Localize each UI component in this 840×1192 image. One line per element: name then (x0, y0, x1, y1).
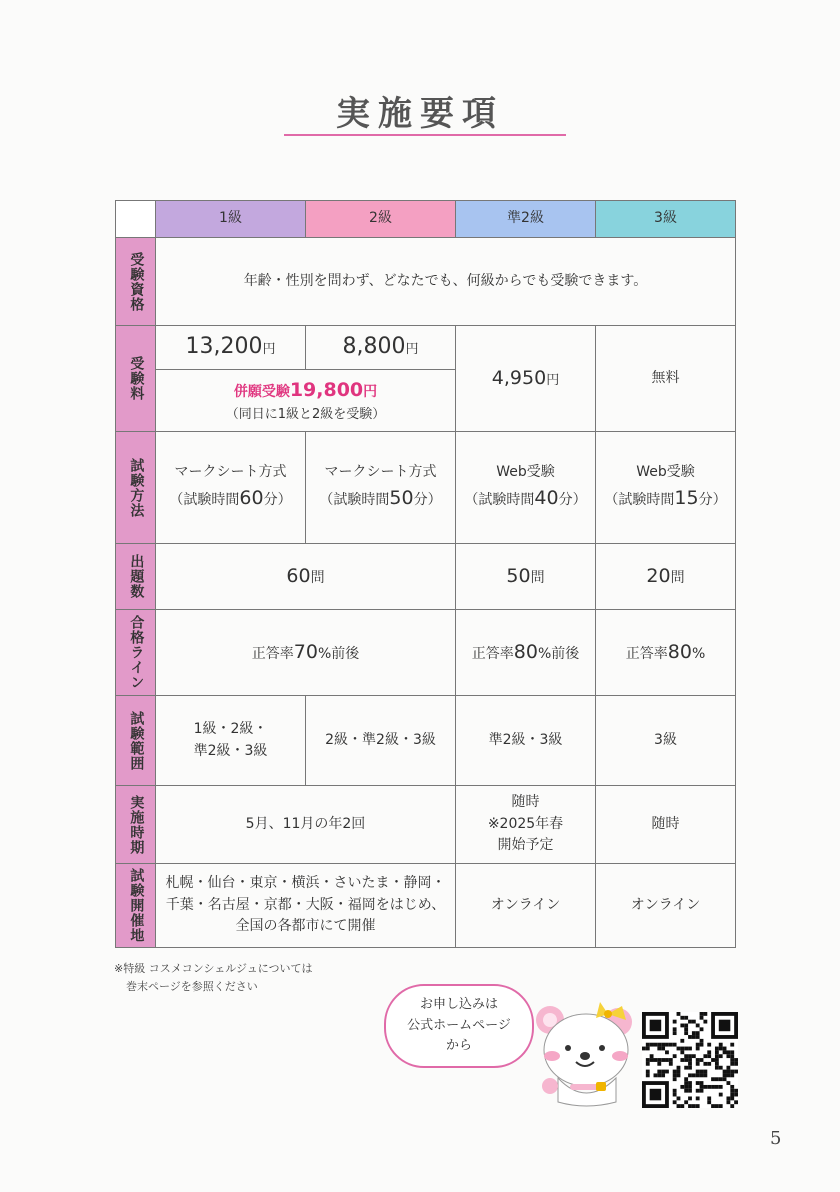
fee-combined-unit: 円 (363, 383, 378, 400)
method-grade-2-time-post: 分） (413, 491, 442, 508)
fee-grade-1-amount: 13,200 (185, 334, 263, 360)
fee-combined-amount: 19,800 (289, 378, 364, 401)
fee-grade-2-unit: 円 (405, 342, 419, 358)
venue-line1: 札幌・仙台・東京・横浜・さいたま・静岡・ (165, 874, 446, 891)
schedule-grade-12: 5月、11月の年2回 (156, 786, 456, 864)
row-eligibility (116, 238, 736, 326)
fee-grade-2-amount: 8,800 (342, 334, 406, 360)
application-speech-bubble (384, 984, 534, 1068)
row-schedule (116, 786, 736, 864)
scope-grade-pre2: 準2級・3級 (456, 696, 596, 786)
questions-grade-12-unit: 問 (310, 569, 325, 586)
fee-grade-1-unit: 円 (262, 342, 276, 358)
method-grade-2 (306, 432, 456, 544)
eligibility-text: 年齢・性別を問わず、どなたでも、何級からでも受験できます。 (156, 238, 736, 326)
pass-pre2-pre: 正答率 (471, 645, 514, 662)
venue-line2: 千葉・名古屋・京都・大阪・福岡をはじめ、 (165, 896, 446, 913)
scope-grade-1-line1: 1級・2級・ (193, 720, 268, 737)
pass-grade-12 (156, 610, 456, 696)
pass-grade-12-num: 70 (293, 640, 318, 663)
fee-grade-3: 無料 (596, 326, 736, 432)
venue-grade-3: オンライン (596, 864, 736, 948)
pass-grade-3-post: % (691, 645, 706, 662)
page-number: 5 (770, 1128, 782, 1149)
qr-code-icon (642, 1012, 738, 1108)
row-label-questions: 出題数 (116, 544, 156, 610)
pass-grade-3-pre: 正答率 (625, 645, 668, 662)
method-grade-1-type: マークシート方式 (174, 463, 287, 480)
row-questions (116, 544, 736, 610)
pass-grade-12-pre: 正答率 (251, 645, 294, 662)
method-grade-3-time-pre: （試験時間 (604, 491, 675, 508)
method-grade-3 (596, 432, 736, 544)
row-label-method: 試験方法 (116, 432, 156, 544)
questions-grade-12 (156, 544, 456, 610)
row-pass-line (116, 610, 736, 696)
header-row (116, 201, 736, 238)
questions-grade-3-unit: 問 (670, 569, 685, 586)
questions-pre2-unit: 問 (530, 569, 545, 586)
method-pre2-time-pre: （試験時間 (464, 491, 535, 508)
title-underline (284, 134, 566, 136)
scope-grade-1-line2: 準2級・3級 (193, 742, 268, 759)
pass-grade-pre2 (456, 610, 596, 696)
method-grade-3-type: Web受験 (636, 463, 695, 480)
venue-grade-12 (156, 864, 456, 948)
method-pre2-time: 40 (534, 486, 559, 509)
bubble-line3: から (445, 1038, 472, 1054)
header-grade-pre2: 準2級 (456, 201, 596, 238)
fee-pre2-amount: 4,950 (491, 366, 547, 389)
questions-grade-pre2 (456, 544, 596, 610)
schedule-grade-pre2 (456, 786, 596, 864)
questions-pre2-num: 50 (506, 564, 531, 587)
method-grade-3-time: 15 (674, 486, 699, 509)
schedule-pre2-line3: 開始予定 (497, 837, 554, 854)
bubble-line1: お申し込みは (419, 996, 498, 1012)
footnote (114, 960, 313, 995)
header-grade-1: 1級 (156, 201, 306, 238)
fee-grade-pre2 (456, 326, 596, 432)
questions-grade-3-num: 20 (646, 564, 671, 587)
bubble-line2: 公式ホームページ (407, 1017, 511, 1033)
scope-grade-1 (156, 696, 306, 786)
mascot-character-icon (530, 998, 642, 1110)
method-grade-1-time-pre: （試験時間 (169, 491, 240, 508)
row-venue (116, 864, 736, 948)
row-label-fee: 受験料 (116, 326, 156, 432)
page-title: 実施要項 (336, 94, 504, 134)
pass-pre2-post: %前後 (537, 645, 580, 662)
row-method (116, 432, 736, 544)
row-label-eligibility: 受験資格 (116, 238, 156, 326)
header-grade-3: 3級 (596, 201, 736, 238)
header-grade-2: 2級 (306, 201, 456, 238)
row-label-pass-line: 合格ライン (116, 610, 156, 696)
method-grade-2-time: 50 (389, 486, 414, 509)
fee-combined (156, 370, 456, 432)
fee-pre2-unit: 円 (546, 372, 560, 388)
venue-grade-pre2: オンライン (456, 864, 596, 948)
row-fee-1 (116, 326, 736, 370)
method-grade-1 (156, 432, 306, 544)
pass-grade-3-num: 80 (667, 640, 692, 663)
fee-combined-prefix: 併願受験 (233, 383, 290, 400)
fee-grade-1 (156, 326, 306, 370)
questions-grade-3 (596, 544, 736, 610)
schedule-pre2-line1: 随時 (511, 793, 540, 810)
method-grade-2-time-pre: （試験時間 (319, 491, 390, 508)
footnote-line1: ※特級 コスメコンシェルジュについては (114, 962, 313, 975)
method-grade-pre2 (456, 432, 596, 544)
fee-combined-note: （同日に1級と2級を受験） (225, 407, 386, 423)
scope-grade-3: 3級 (596, 696, 736, 786)
method-grade-1-time: 60 (239, 486, 264, 509)
method-grade-2-type: マークシート方式 (324, 463, 437, 480)
questions-grade-12-num: 60 (286, 564, 311, 587)
pass-grade-3 (596, 610, 736, 696)
exam-spec-table (115, 200, 736, 948)
venue-line3: 全国の各都市にて開催 (235, 918, 376, 935)
pass-grade-12-post: %前後 (317, 645, 360, 662)
row-scope (116, 696, 736, 786)
row-label-scope: 試験範囲 (116, 696, 156, 786)
schedule-pre2-line2: ※2025年春 (487, 815, 564, 832)
pass-pre2-num: 80 (513, 640, 538, 663)
footnote-line2: 巻末ページを参照ください (126, 979, 258, 993)
schedule-grade-3: 随時 (596, 786, 736, 864)
method-grade-3-time-post: 分） (698, 491, 727, 508)
row-label-venue: 試験開催地 (116, 864, 156, 948)
method-pre2-time-post: 分） (558, 491, 587, 508)
method-grade-1-time-post: 分） (263, 491, 292, 508)
method-pre2-type: Web受験 (496, 463, 555, 480)
row-label-schedule: 実施時期 (116, 786, 156, 864)
header-corner (116, 201, 156, 238)
scope-grade-2: 2級・準2級・3級 (306, 696, 456, 786)
fee-grade-2 (306, 326, 456, 370)
